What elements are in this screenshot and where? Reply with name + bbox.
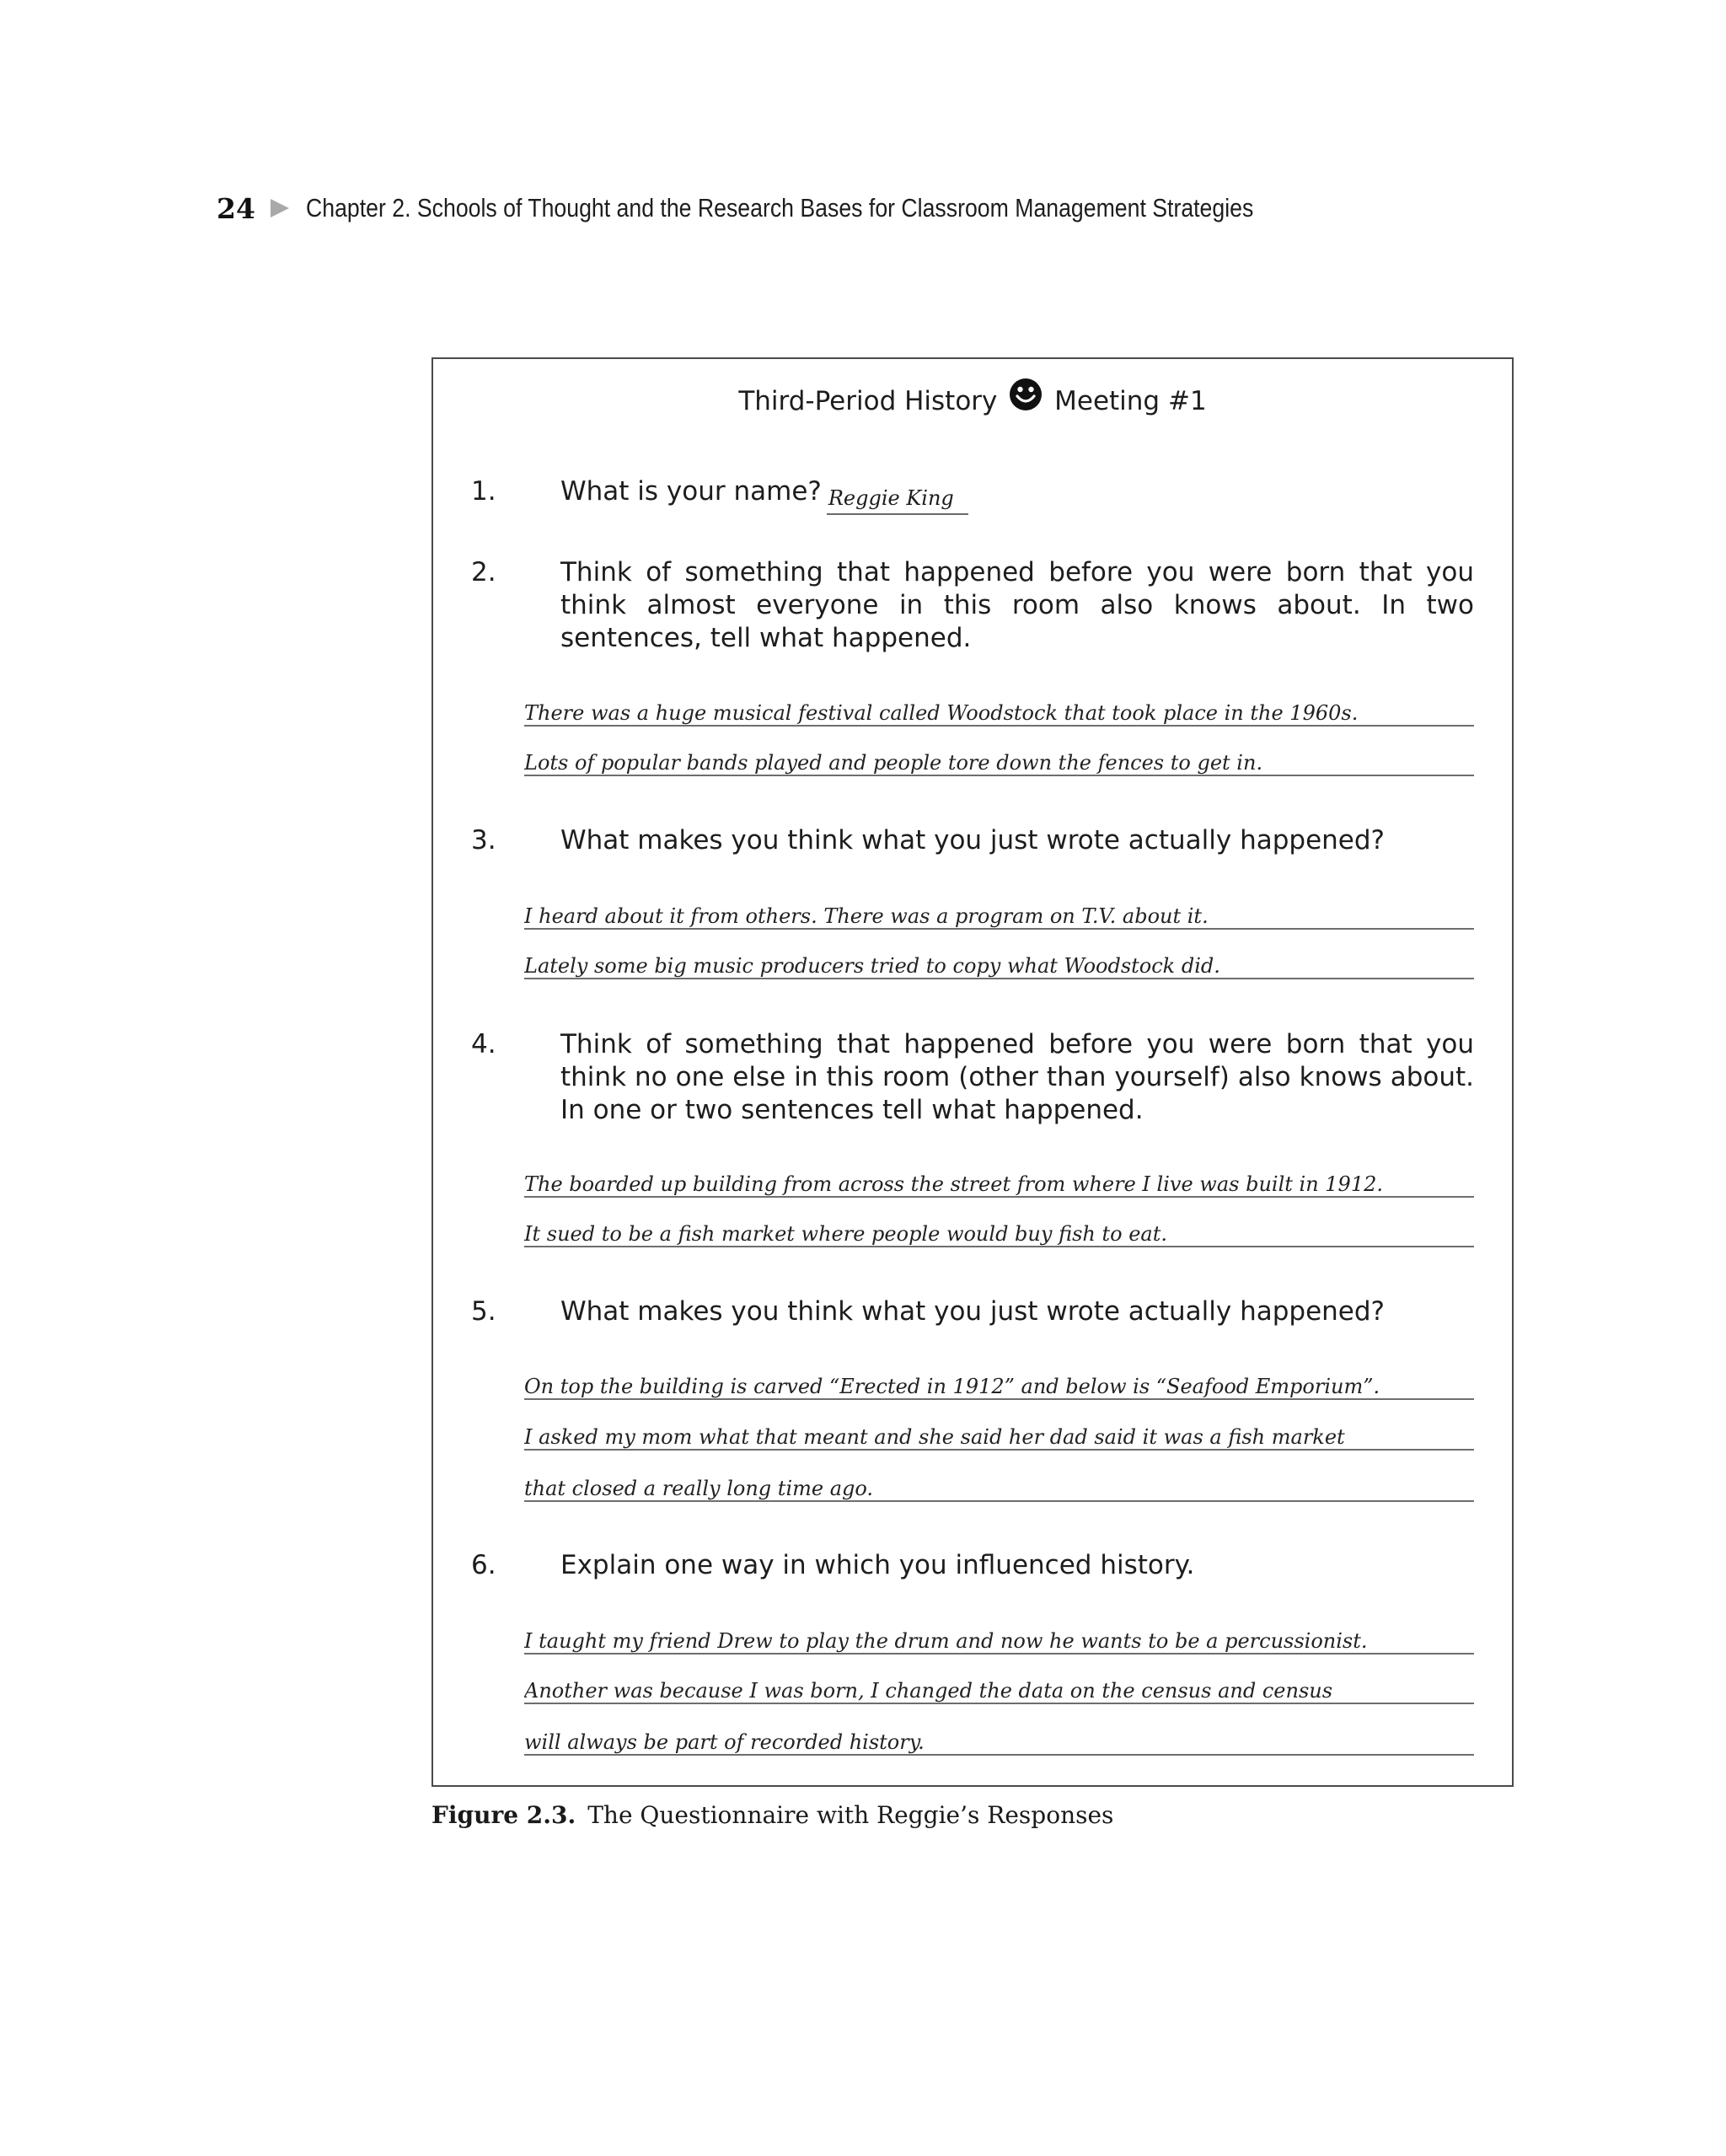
answer-line[interactable]: that closed a really long time ago. (524, 1456, 1474, 1502)
question-text: Think of something that happened before you were born that you think almost everyone in this room also knows about. In two sentences, tell what happened. (560, 557, 1474, 653)
question-number: 3. (471, 825, 496, 855)
question-text: What makes you think what you just wrote actually happened? (560, 825, 1385, 855)
running-head (217, 187, 1407, 229)
answer-line[interactable]: Lots of popular bands played and people tore down the fences to get in. (524, 731, 1474, 776)
answer-line[interactable]: Another was because I was born, I changed the data on the census and census (524, 1659, 1474, 1704)
form-title (433, 376, 1512, 426)
answer-line[interactable]: The boarded up building from across the street from where I live was built in 1912. (524, 1152, 1474, 1198)
question-number: 4. (471, 1029, 496, 1059)
name-answer-field[interactable]: Reggie King (827, 483, 968, 515)
question-text: Think of something that happened before you were born that you think no one else in this room (other than yourself) also knows about. In one or two sentences tell what happened. (560, 1029, 1474, 1125)
figure-caption (432, 1801, 1113, 1829)
smiley-face-icon (1009, 378, 1043, 411)
triangle-arrow-icon (271, 199, 289, 217)
question-number: 2. (471, 557, 496, 587)
chapter-title: Chapter 2. Schools of Thought and the Research Bases for Classroom Management Strategies (305, 193, 1254, 223)
question-3 (471, 824, 1474, 857)
question-text: Explain one way in which you influenced history. (560, 1550, 1195, 1580)
question-2 (471, 556, 1474, 655)
question-1-text: What is your name? (560, 476, 822, 507)
form-title-right: Meeting #1 (1054, 386, 1207, 416)
questionnaire-form (432, 357, 1514, 1787)
answer-line[interactable]: Lately some big music producers tried to copy what Woodstock did. (524, 934, 1474, 979)
figure-caption-text: The Questionnaire with Reggie’s Responses (587, 1801, 1114, 1829)
answer-line[interactable]: There was a huge musical festival called Woodstock that took place in the 1960s. (524, 681, 1474, 727)
question-5 (471, 1295, 1474, 1328)
answer-line[interactable]: I heard about it from others. There was a program on T.V. about it. (524, 884, 1474, 930)
question-number: 1. (471, 476, 496, 507)
answer-line[interactable]: It sued to be a fish market where people would buy fish to eat. (524, 1202, 1474, 1247)
form-title-left: Third-Period History (738, 386, 998, 416)
answer-line[interactable]: I asked my mom what that meant and she said her dad said it was a fish market (524, 1405, 1474, 1451)
page-number: 24 (217, 191, 255, 225)
answer-line[interactable]: On top the building is carved “Erected in 1912” and below is “Seafood Emporium”. (524, 1354, 1474, 1400)
question-text: What makes you think what you just wrote actually happened? (560, 1296, 1385, 1327)
question-number: 6. (471, 1550, 496, 1580)
question-number: 5. (471, 1296, 496, 1327)
figure-label: Figure 2.3. (432, 1801, 576, 1829)
question-4 (471, 1028, 1474, 1127)
answer-line[interactable]: I taught my friend Drew to play the drum and now he wants to be a percussionist. (524, 1609, 1474, 1655)
question-1 (471, 475, 1474, 515)
question-text (560, 475, 1474, 515)
question-6 (471, 1549, 1474, 1582)
answer-line[interactable]: will always be part of recorded history. (524, 1710, 1474, 1756)
